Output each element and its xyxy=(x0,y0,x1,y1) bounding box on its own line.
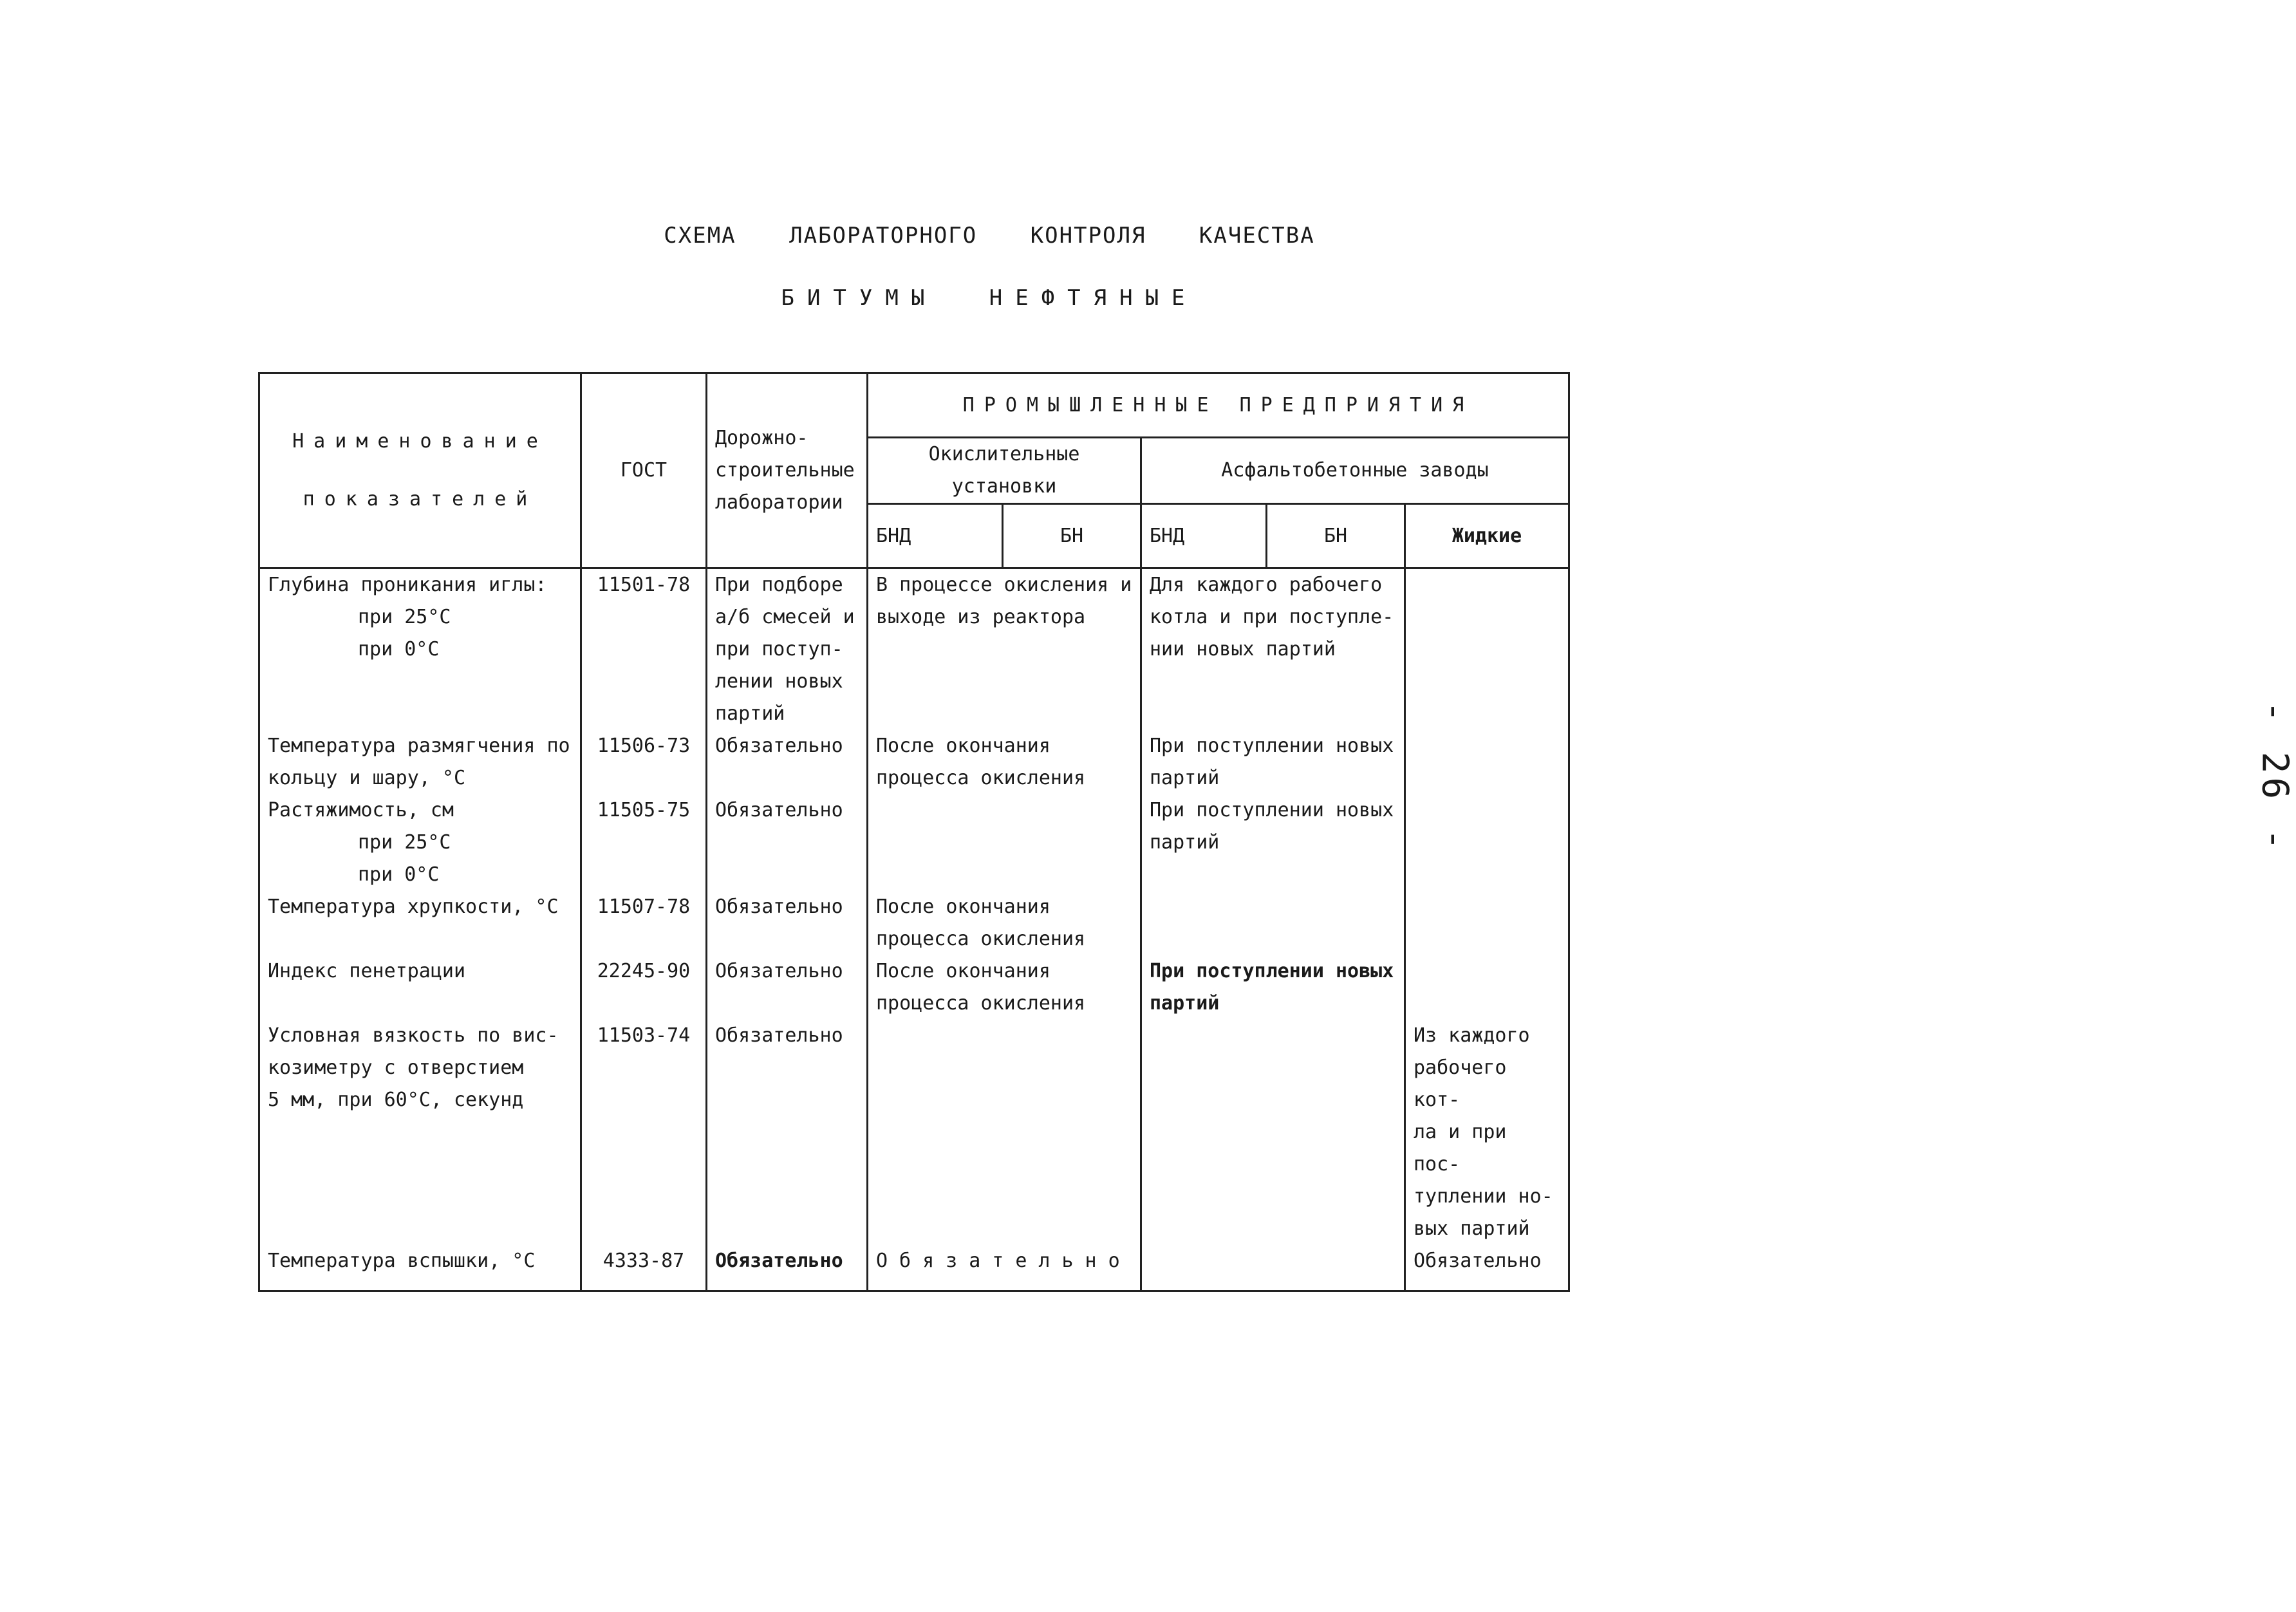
header-name-line1: Наименование xyxy=(292,430,548,453)
table-row xyxy=(259,730,1569,794)
document-subtitle: БИТУМЫ НЕФТЯНЫЕ xyxy=(781,285,1198,311)
row-oxidation: Обязательно xyxy=(868,1245,1141,1291)
row-name: Температура вспышки, °С xyxy=(259,1245,581,1291)
row-road: Обязательно xyxy=(707,730,868,794)
row-name-sub: при 0°С xyxy=(358,638,440,661)
header-bn-asphalt: БН xyxy=(1267,504,1405,568)
quality-control-table xyxy=(258,372,1570,1292)
header-bnd-asphalt: БНД xyxy=(1141,504,1267,568)
row-asphalt: Для каждого рабочего котла и при поступле- нии новых партий xyxy=(1141,568,1405,731)
row-liquid xyxy=(1405,730,1569,794)
header-name-line2: показателей xyxy=(303,488,537,511)
row-oxidation xyxy=(868,794,1141,891)
row-road: Обязательно xyxy=(707,955,868,1020)
row-road: Обязательно xyxy=(707,1020,868,1245)
row-gost: 11501-78 xyxy=(581,568,707,731)
row-asphalt xyxy=(1141,1020,1405,1245)
table-row xyxy=(259,568,1569,731)
header-gost: ГОСТ xyxy=(581,373,707,568)
row-oxidation: После окончания процесса окисления xyxy=(868,730,1141,794)
row-name-text: Растяжимость, см xyxy=(268,799,454,821)
table-row xyxy=(259,1245,1569,1291)
row-liquid xyxy=(1405,891,1569,955)
row-road: При подборе а/б смесей и при поступ- лении новых партий xyxy=(707,568,868,731)
row-asphalt: При поступлении новых партий xyxy=(1141,955,1405,1020)
row-name: Температура размягчения по кольцу и шару, °С xyxy=(259,730,581,794)
row-oxidation xyxy=(868,1020,1141,1245)
page-number: - 26 - xyxy=(2254,700,2296,854)
row-gost: 22245-90 xyxy=(581,955,707,1020)
row-name-text: Глубина проникания иглы: xyxy=(268,574,547,596)
header-bn-oxidation: БН xyxy=(1003,504,1141,568)
row-oxidation: После окончания процесса окисления xyxy=(868,891,1141,955)
row-road: Обязательно xyxy=(707,1245,868,1291)
row-gost: 11506-73 xyxy=(581,730,707,794)
row-liquid: Обязательно xyxy=(1405,1245,1569,1291)
row-asphalt: При поступлении новых партий xyxy=(1141,794,1405,891)
header-industrial: ПРОМЫШЛЕННЫЕ ПРЕДПРИЯТИЯ xyxy=(868,373,1569,438)
row-asphalt: При поступлении новых партий xyxy=(1141,730,1405,794)
table-row xyxy=(259,1020,1569,1245)
table-row xyxy=(259,955,1569,1020)
table-row xyxy=(259,891,1569,955)
row-gost: 11505-75 xyxy=(581,794,707,891)
row-asphalt xyxy=(1141,1245,1405,1291)
row-name xyxy=(259,794,581,891)
row-name: Температура хрупкости, °С xyxy=(259,891,581,955)
row-asphalt xyxy=(1141,891,1405,955)
row-gost: 4333-87 xyxy=(581,1245,707,1291)
document-title: СХЕМА ЛАБОРАТОРНОГО КОНТРОЛЯ КАЧЕСТВА xyxy=(664,223,1315,248)
header-oxidation: Окислительные установки xyxy=(868,438,1141,504)
row-gost: 11503-74 xyxy=(581,1020,707,1245)
header-liquid: Жидкие xyxy=(1405,504,1569,568)
header-road-labs: Дорожно- строительные лаборатории xyxy=(707,373,868,568)
header-bnd-oxidation: БНД xyxy=(868,504,1003,568)
row-road: Обязательно xyxy=(707,891,868,955)
row-liquid xyxy=(1405,955,1569,1020)
row-liquid: Из каждого рабочего кот- ла и при пос- туплении но- вых партий xyxy=(1405,1020,1569,1245)
row-name: Индекс пенетрации xyxy=(259,955,581,1020)
row-name-sub: при 0°С xyxy=(358,863,440,886)
row-name-sub: при 25°С xyxy=(358,606,451,628)
row-liquid xyxy=(1405,568,1569,731)
row-name xyxy=(259,568,581,731)
header-name xyxy=(259,373,581,568)
row-liquid xyxy=(1405,794,1569,891)
row-name: Условная вязкость по вис- козиметру с отверстием 5 мм, при 60°С, секунд xyxy=(259,1020,581,1245)
row-oxidation: В процессе окисления и выходе из реактора xyxy=(868,568,1141,731)
row-oxidation: После окончания процесса окисления xyxy=(868,955,1141,1020)
row-road: Обязательно xyxy=(707,794,868,891)
header-asphalt: Асфальтобетонные заводы xyxy=(1141,438,1569,504)
row-name-sub: при 25°С xyxy=(358,831,451,854)
row-gost: 11507-78 xyxy=(581,891,707,955)
table-row xyxy=(259,794,1569,891)
